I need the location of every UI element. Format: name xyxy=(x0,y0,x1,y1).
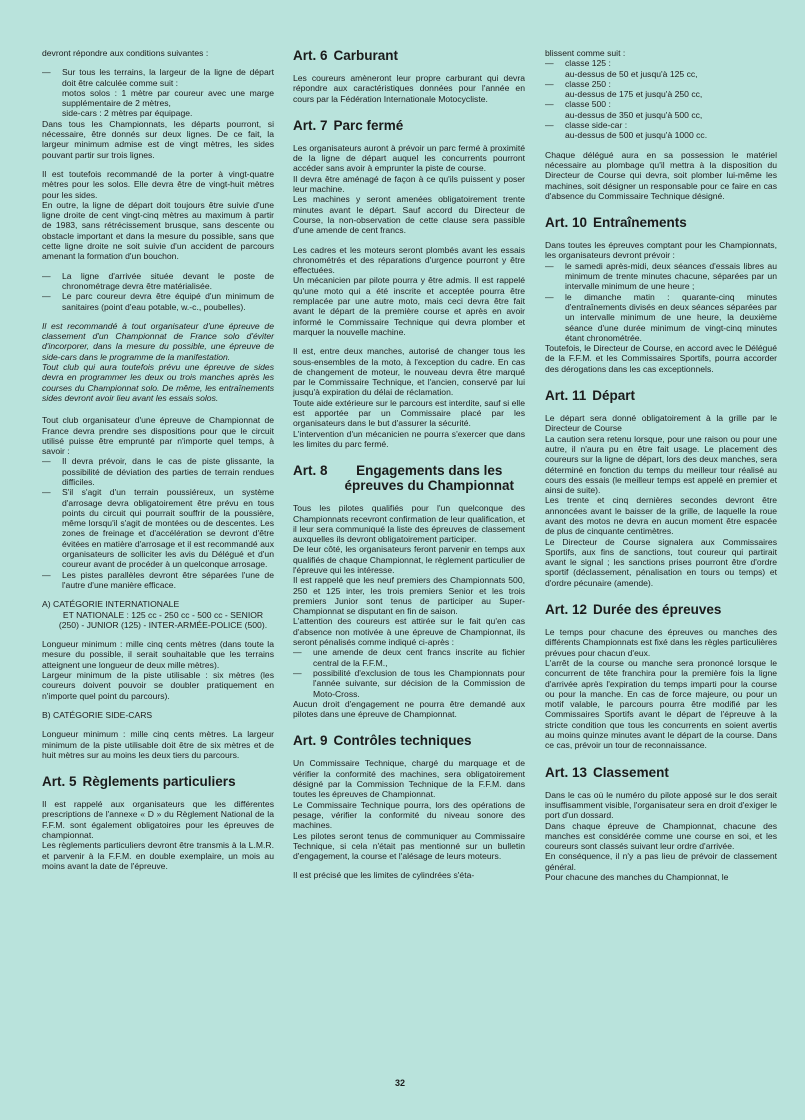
list-item: — classe 250 : au-dessus de 175 et jusqu'à 250 cc, xyxy=(545,79,777,100)
paragraph: Dans chaque épreuve de Championnat, chacune des manches est considérée comme une course en soi, et les coureurs sont classés suivant leur ordre d'arrivée. xyxy=(545,820,777,852)
list-item: — Les pistes parallèles devront être séparées l'une de l'autre d'une manière efficace. xyxy=(42,570,274,591)
list-item: — classe 125 : au-dessus de 50 et jusqu'à 125 cc, xyxy=(545,58,777,79)
paragraph: Les machines y seront amenées obligatoirement trente minutes avant le départ. Sauf accord du Directeur de Course, la non-observation de cette clause sera passible d'une amende de cent francs. xyxy=(293,194,525,236)
italic-paragraph: Tout club qui aura toutefois prévu une épreuve de sides devra en programmer les deux ou trois manches après les courses du Championnat solo. De même, les entraînements sides devront avoir lieu avant les essais solos. xyxy=(42,362,274,403)
paragraph: En conséquence, il n'y a pas lieu de prévoir de classement général. xyxy=(545,851,777,872)
bullet-list xyxy=(545,261,777,343)
paragraph: Il devra être aménagé de façon à ce qu'ils puissent y poser leur machine. xyxy=(293,173,525,195)
paragraph: Les pilotes seront tenus de communiquer au Commissaire Technique, si cela n'était pas mentionné sur un bulletin d'engagement, la course et l'alésage de leurs moteurs. xyxy=(293,830,525,862)
paragraph: En outre, la ligne de départ doit toujours être suivie d'une ligne droite de cent vingt-cinq mètres au maximum à partir de 1983, sans rétrécissement brusque, sans descente ou obstacle important et dans la mesure du possible, sans que cette ligne droite ne soit suivie d'un accident de parcours amenant la formation d'un bouchon. xyxy=(42,199,274,262)
paragraph: Il est précisé que les limites de cylindrées s'éta- xyxy=(293,870,475,881)
list-item: — Il devra prévoir, dans le cas de piste glissante, la possibilité de déviation des parties de terrain rendues difficiles. xyxy=(42,456,274,487)
list-item: — Le parc coureur devra être équipé d'un minimum de sanitaires (point d'eau potable, w.-c., poubelles). xyxy=(42,291,274,312)
article-6-heading: Art. 6 Carburant xyxy=(293,48,399,63)
paragraph: De leur côté, les organisateurs feront parvenir en temps aux qualifiés de chaque Championnat, le règlement particulier de l'épreuve qui les intéresse. xyxy=(293,544,525,575)
paragraph: Il est, entre deux manches, autorisé de changer tous les sous-ensembles de la moto, à l'exception du cadre. En cas de changement de moteur, le nouveau devra être marqué par le Commissaire Technique, et l'ancien, conservé par lui jusqu'à expiration du délai de réclamation. xyxy=(293,346,525,398)
paragraph: Il est toutefois recommandé de la porter à vingt-quatre mètres pour les solos. Elle devra être de vingt-huit mètres pour les sides. xyxy=(42,168,274,200)
page-number: 32 xyxy=(395,1078,406,1088)
paragraph: devront répondre aux conditions suivantes : xyxy=(42,48,209,58)
bullet-list xyxy=(42,67,274,118)
paragraph: Tous les pilotes qualifiés pour l'un quelconque des Championnats recevront confirmation de leur qualification, et il leur sera communiqué la liste des épreuves de classement auxquelles ils devront obligatoirement participer. xyxy=(293,503,525,545)
class-list xyxy=(545,58,777,140)
paragraph: Dans tous les Championnats, les départs pourront, si nécessaire, être donnés sur deux lignes. De ce fait, la largeur minimum admise est de vingt mètres, les sides pouvant partir sur trois lignes. xyxy=(42,118,274,160)
paragraph: Les coureurs amèneront leur propre carburant qui devra répondre aux caractéristiques données pour l'année en cours par la Fédération Internationale Motocycliste. xyxy=(293,73,525,104)
article-12-heading: Art. 12 Durée des épreuves xyxy=(545,602,722,618)
paragraph: Aucun droit d'engagement ne pourra être demandé aux pilotes dans une épreuve de Championnat. xyxy=(293,698,525,720)
paragraph: Dans le cas où le numéro du pilote apposé sur le dos serait insuffisamment visible, l'organisateur sera en droit d'exiger le port d'un dossard. xyxy=(545,789,777,821)
article-9-heading: Art. 9 Contrôles techniques xyxy=(293,733,472,749)
list-item: — une amende de deux cent francs inscrite au fichier central de la F.F.M., xyxy=(293,647,525,668)
paragraph: Il est rappelé que les neuf premiers des Championnats 500, 250 et 125 inter, les trois premiers Senior et les trois premiers Junior sont tenus de participer au Super-Championnat se disputant en fin de saison. xyxy=(293,575,525,617)
paragraph: Les organisateurs auront à prévoir un parc fermé à proximité de la ligne de départ auquel les concurrents pourront accéder sans avoir à emprunter la piste de course. xyxy=(293,142,525,174)
paragraph: L'intervention d'un mécanicien ne pourra s'exercer que dans les limites du parc fermé. xyxy=(293,428,525,449)
paragraph: Longueur minimum : mille cinq cents mètres. La largeur minimum de la piste utilisable doit être de six mètres et de huit mètres sur au moins les deux tiers du parcours. xyxy=(42,729,274,760)
italic-paragraph: Il est recommandé à tout organisateur d'une épreuve de classement d'un Championnat de France solo d'éviter d'incorporer, dans la mesure du possible, une épreuve de side-cars dans le programme de la manifestation. xyxy=(42,320,274,362)
paragraph: Largeur minimum de la piste utilisable : six mètres (les coureurs doivent pouvoir se doubler pratiquement en n'importe quel point du parcours). xyxy=(42,670,274,701)
list-item: — classe 500 : au-dessus de 350 et jusqu'à 500 cc, xyxy=(545,99,777,120)
category-a-heading: A) CATÉGORIE INTERNATIONALE ET NATIONALE : 125 cc - 250 cc - 500 cc - SENIOR (250) - JUNIOR (125) - INTER-ARMÉE-POLICE (500). xyxy=(42,599,268,630)
article-11-heading: Art. 11 Départ xyxy=(545,388,636,404)
paragraph: Chaque délégué aura en sa possession le matériel nécessaire au plombage qu'il mettra à la disposition du Directeur de Course qui devra, soit plomber lui-même les machines, soit désigner un responsable pour ce faire en cas d'absence du Commissaire Technique désigné. xyxy=(545,149,777,201)
paragraph: L'attention des coureurs est attirée sur le fait qu'en cas d'absence non motivée à une épreuve de Championnat, ils seront pénalisés comme indiqué ci-après : xyxy=(293,616,525,648)
paragraph: La caution sera retenu lorsque, pour une raison ou pour une autre, il n'aura pu en être fait usage. Le placement des coureurs sur la ligne de départ, lors des deux manches, sera déterminé en fonction du temps du meilleur tour réalisé au cours des essais (le meilleur temps est appelé en premier et ainsi de suite). xyxy=(545,433,777,496)
list-item: — S'il s'agit d'un terrain poussiéreux, un système d'arrosage devra obligatoirement être prévu en tous points du circuit qui pourrait souffrir de la poussière, même lorsqu'il s'agit de montées ou de descentes. Les zones de freinage et d'accélération se devront d'être évitées en matière d'arrosage et il est recommandé aux organisateurs de solliciter les avis du Délégué et d'un coureur avant de procéder à un quelconque arrosage. xyxy=(42,487,274,569)
paragraph: Le temps pour chacune des épreuves ou manches des différents Championnats est fixé dans les règles particulières prévues pour chacun d'eux. xyxy=(545,627,777,658)
paragraph: Les cadres et les moteurs seront plombés avant les essais chronométrés et des réparations d'urgence pourront y être effectuées. xyxy=(293,244,525,276)
paragraph: Les règlements particuliers devront être transmis à la L.M.R. et parvenir à la F.F.M. en double exemplaire, un mois au moins avant la date de l'épreuve. xyxy=(42,840,274,871)
paragraph: blissent comme suit : xyxy=(545,48,626,58)
column-1 xyxy=(42,48,274,880)
paragraph: Un Commissaire Technique, chargé du marquage et de vérifier la conformité des machines, sera obligatoirement désigné par la Commission Technique de la F.F.M. dans toutes les épreuves de Championnat. xyxy=(293,758,525,800)
category-b-heading: B) CATÉGORIE SIDE-CARS xyxy=(42,709,153,720)
list-item: — Sur tous les terrains, la largeur de la ligne de départ doit être calculée comme suit : motos solos : 1 mètre par coureur avec une marge supplémentaire de 2 mètres, side-cars : 2 mètres par équipage. xyxy=(42,67,274,118)
bullet-list xyxy=(293,647,525,698)
paragraph: Pour chacune des manches du Championnat, le xyxy=(545,872,729,882)
article-7-heading: Art. 7 Parc fermé xyxy=(293,117,404,133)
paragraph: L'arrêt de la course ou manche sera prononcé lorsque le concurrent de tête franchira pour la première fois la ligne d'arrivée après l'expiration du temps imparti pour la course ou pour la manche. En cas de force majeure, ou pour un motif valable, le parcours pourra être modifié par les Commissaires Sportifs avant le départ de l'épreuve à la stricte condition que tous les concurrents en soient avertis au moins quinze minutes avant le départ de la course. Dans ce cas, prévoir un tour de reconnaissance. xyxy=(545,657,777,751)
list-item: — classe side-car : au-dessus de 500 et jusqu'à 1000 cc. xyxy=(545,120,777,141)
article-5-heading: Art. 5 Règlements particuliers xyxy=(42,774,236,790)
article-10-heading: Art. 10 Entraînements xyxy=(545,215,687,231)
paragraph: Tout club organisateur d'une épreuve de Championnat de France devra prendre ses dispositions pour que le circuit utilisé puisse être emprunté par n'importe quel temps, à savoir : xyxy=(42,415,274,457)
list-item: — possibilité d'exclusion de tous les Championnats pour l'année suivante, sur décision de la Commission de Moto-Cross. xyxy=(293,668,525,699)
bullet-list xyxy=(42,456,274,590)
article-13-heading: Art. 13 Classement xyxy=(545,764,669,780)
paragraph: Les trente et cinq dernières secondes devront être annoncées avant le baisser de la grille, de laquelle la roue avant des motos ne devra en aucun moment être espacée de plus de cinquante centimètres. xyxy=(545,495,777,537)
paragraph: Dans toutes les épreuves comptant pour les Championnats, les organisateurs devront prévoir : xyxy=(545,240,777,261)
paragraph: Le Commissaire Technique pourra, lors des opérations de pesage, vérifier la conformité du niveau sonore des machines. xyxy=(293,799,525,831)
paragraph: Toutefois, le Directeur de Course, en accord avec le Délégué de la F.F.M. et les Commissaires Sportifs, pourra accorder des dérogations dans les cas exceptionnels. xyxy=(545,343,777,374)
paragraph: Un mécanicien par pilote pourra y être admis. Il est rappelé qu'une moto qui a été inscrite et acceptée pourra être remplacée par une autre moto, mais ceci devra être fait avant le départ de la première course et après en avoir informé le Commissaire Technique qui devra plomber et marquer la nouvelle machine. xyxy=(293,275,525,337)
column-2 xyxy=(293,48,525,890)
column-3 xyxy=(545,48,777,882)
list-item: — le samedi après-midi, deux séances d'essais libres au minimum de trente minutes chacune, séparées par un intervalle minimum de une heure ; xyxy=(545,261,777,292)
bullet-list xyxy=(42,271,274,312)
list-item: — le dimanche matin : quarante-cinq minutes d'entraînements divisés en deux séances séparées par un intervalle minimum de une heure, la deuxième séance d'une durée minimum de vingt-cinq minutes étant chronométrée. xyxy=(545,292,777,343)
article-8-heading: Art. 8 Engagements dans les épreuves du Championnat xyxy=(293,463,515,494)
paragraph: Le Directeur de Course signalera aux Commissaires Sportifs, aux fins de sanctions, tout coureur qui partirait avant le signal ; les sanctions prises pourront être d'ordre sportif (déclassement, pénalisation en tours ou temps) et d'ordre pécunaire (amende). xyxy=(545,536,777,588)
paragraph: Longueur minimum : mille cinq cents mètres (dans toute la mesure du possible, il serait souhaitable que les terrains atteignent une longueur de deux mille mètres). xyxy=(42,639,274,670)
paragraph: Le départ sera donné obligatoirement à la grille par le Directeur de Course xyxy=(545,413,777,434)
paragraph: Il est rappelé aux organisateurs que les différentes prescriptions de l'annexe « D » du Règlement National de la F.F.M. sont également obligatoires pour les épreuves de championnat. xyxy=(42,799,274,840)
list-item: — La ligne d'arrivée située devant le poste de chronométrage devra être matérialisée. xyxy=(42,271,274,292)
paragraph: Toute aide extérieure sur le parcours est interdite, sauf si elle est apportée par un Commissaire placé par les organisateurs dans le but d'assurer la sécurité. xyxy=(293,397,525,429)
